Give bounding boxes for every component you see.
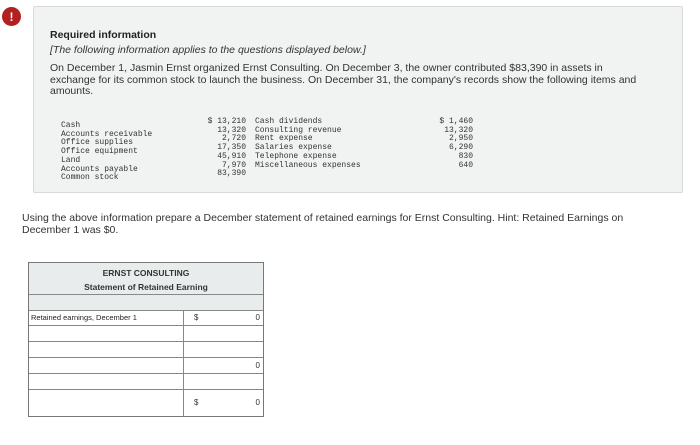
dollar-sign: $ — [194, 398, 199, 407]
row-amount-input[interactable] — [184, 342, 263, 357]
record-label: Consulting revenue — [255, 125, 342, 135]
record-amount: 83,390 — [217, 169, 246, 179]
statement-row — [29, 374, 263, 390]
record-label: Office equipment — [61, 147, 138, 157]
record-label: Miscellaneous expenses — [255, 160, 361, 170]
records-left-labels — [61, 122, 152, 183]
row-amount-input[interactable] — [184, 374, 263, 389]
record-label: Cash — [61, 121, 81, 130]
required-info-title: Required information — [50, 29, 157, 41]
record-label: Telephone expense — [255, 151, 337, 161]
statement-header — [29, 263, 263, 294]
record-label: Land — [61, 155, 81, 165]
row-amount-input[interactable] — [184, 358, 263, 373]
statement-row — [29, 390, 263, 416]
row-amount: 0 — [255, 361, 260, 370]
record-label: Accounts payable — [61, 164, 138, 174]
record-label: Salaries expense — [255, 143, 332, 153]
records-right-labels — [255, 118, 361, 170]
record-amount: 45,910 — [217, 151, 246, 161]
row-amount: 0 — [255, 398, 260, 407]
row-amount: 0 — [255, 313, 260, 322]
records-right-amounts — [438, 118, 473, 170]
record-label: Rent expense — [255, 134, 313, 144]
statement-row — [29, 342, 263, 358]
record-amount: 13,320 — [444, 125, 473, 135]
retained-earnings-statement — [28, 262, 264, 417]
statement-row — [29, 358, 263, 374]
question-text: Using the above information prepare a December statement of retained earnings for Ernst Consulting. Hint: Retained Earnings on December 1 was $0. — [22, 212, 624, 236]
record-amount: 2,720 — [221, 134, 246, 144]
record-amount: 2,950 — [448, 134, 473, 144]
record-amount: 17,350 — [217, 143, 246, 153]
row-amount-input[interactable] — [184, 326, 263, 341]
statement-row — [29, 310, 263, 326]
record-amount: $ 13,210 — [207, 117, 246, 126]
record-amount: $ 1,460 — [439, 117, 473, 126]
row-label[interactable]: Retained earnings, December 1 — [29, 310, 184, 325]
alert-icon: ! — [2, 7, 21, 26]
record-label: Common stock — [61, 173, 119, 183]
record-amount: 7,970 — [221, 160, 246, 170]
row-label-input[interactable] — [29, 342, 184, 357]
record-label: Accounts receivable — [61, 129, 153, 139]
record-amount: 13,320 — [217, 125, 246, 135]
dollar-sign: $ — [194, 313, 199, 322]
record-amount: 640 — [458, 160, 473, 170]
statement-subheader — [29, 294, 263, 311]
record-amount: 830 — [458, 151, 473, 161]
record-amount: 6,290 — [448, 143, 473, 153]
row-label-input[interactable] — [29, 374, 184, 389]
statement-row — [29, 326, 263, 342]
row-label-input[interactable] — [29, 326, 184, 341]
record-label: Cash dividends — [255, 117, 323, 126]
statement-title: Statement of Retained Earning — [84, 282, 208, 292]
records-left-amounts — [196, 118, 246, 179]
row-label-input[interactable] — [29, 390, 184, 416]
company-name: ERNST CONSULTING — [102, 268, 190, 278]
required-info-subtitle: [The following information applies to the questions displayed below.] — [50, 44, 366, 56]
required-info-body: On December 1, Jasmin Ernst organized Ernst Consulting. On December 3, the owner contributed $83,390 in assets in exchange for its common stock to launch the business. On December 31, the company's records show the following items and amounts. — [50, 62, 637, 97]
row-label-input[interactable] — [29, 358, 184, 373]
record-label: Office supplies — [61, 138, 134, 148]
